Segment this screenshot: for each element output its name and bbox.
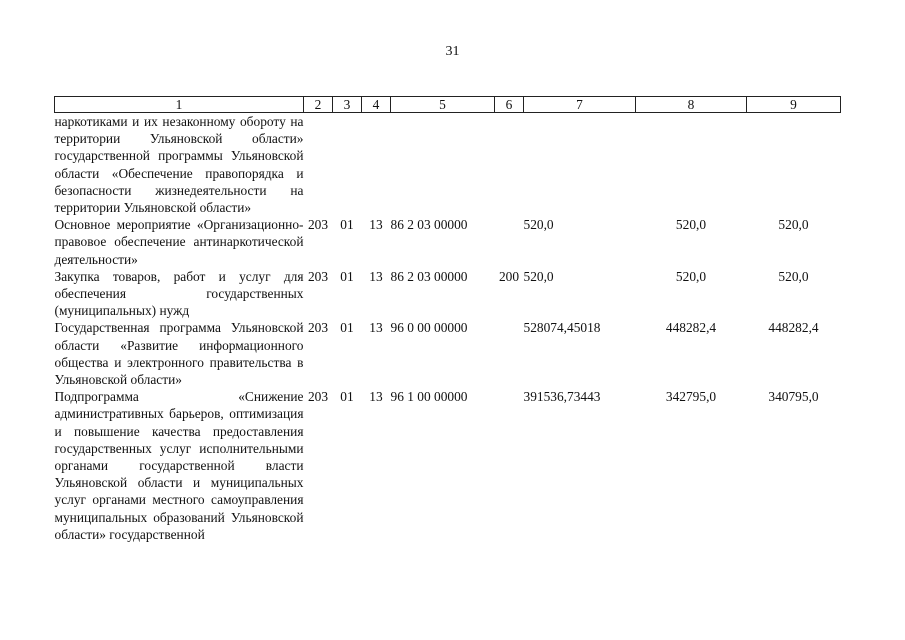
header-cell-1: 1	[55, 97, 304, 113]
row-section-code	[333, 113, 362, 217]
row-expense-type	[495, 113, 524, 217]
row-subsection-code	[362, 113, 391, 217]
budget-table	[54, 96, 841, 543]
row-amount-col9	[747, 113, 841, 217]
header-cell-7: 7	[524, 97, 636, 113]
row-amount-col7: 520,0	[523, 217, 554, 233]
row-amount-col7	[524, 113, 636, 217]
header-cell-6: 6	[495, 97, 524, 113]
header-cell-4: 4	[362, 97, 391, 113]
row-target-article: 86 2 03 00000	[390, 217, 468, 233]
row-name: Подпрограмма «Снижение административных барьеров, оптимизация и повышение качества предоставления государственных услуг исполнительными органами государственной власти Ульяновской области и муниципальных услуг органами местного самоуправления муниципальных образований Ульяновской области» государственной	[54, 389, 304, 542]
row-amount-col9: 520,0	[778, 217, 809, 233]
row-amount-col8: 520,0	[675, 268, 707, 284]
header-cell-5: 5	[391, 97, 495, 113]
table-row	[55, 319, 841, 388]
row-expense-type	[495, 388, 524, 543]
row-expense-type	[495, 216, 524, 268]
row-amount-col9: 448282,4	[768, 320, 819, 336]
row-target-article	[391, 113, 495, 217]
row-amount-col8	[636, 113, 747, 217]
row-ministry-code	[304, 113, 333, 217]
row-expense-type: 200	[498, 268, 520, 284]
row-section-code: 01	[340, 389, 354, 405]
row-ministry-code: 203	[307, 320, 329, 336]
row-section-code: 01	[340, 217, 354, 233]
row-name: Основное мероприятие «Организационно-правовое обеспечение антинаркотической деятельности»	[54, 217, 304, 267]
row-name: Закупка товаров, работ и услуг для обеспечения государственных (муниципальных) нужд	[54, 268, 304, 319]
table-row	[55, 388, 841, 543]
table-body	[55, 113, 841, 544]
row-expense-type	[495, 319, 524, 388]
row-subsection-code: 13	[369, 389, 383, 405]
row-subsection-code: 13	[369, 217, 383, 233]
row-target-article: 96 1 00 00000	[390, 389, 468, 405]
header-cell-3: 3	[333, 97, 362, 113]
row-amount-col7: 528074,45018	[523, 320, 601, 336]
header-cell-9: 9	[747, 97, 841, 113]
row-amount-col7: 520,0	[523, 268, 554, 284]
row-subsection-code: 13	[369, 268, 383, 284]
row-section-code: 01	[340, 320, 354, 336]
row-section-code: 01	[340, 268, 354, 284]
row-name: наркотиками и их незаконному обороту на территории Ульяновской области» государственной программы Ульяновской области «Обеспечение правопорядка и безопасности жизнедеятельности на территории Ульяновской области»	[54, 114, 304, 216]
header-cell-8: 8	[636, 97, 747, 113]
row-ministry-code: 203	[307, 268, 329, 284]
row-amount-col9: 340795,0	[768, 389, 819, 405]
row-amount-col8: 520,0	[675, 217, 707, 233]
row-amount-col9: 520,0	[778, 268, 809, 284]
header-row	[55, 97, 841, 113]
table-row	[55, 113, 841, 217]
row-target-article: 96 0 00 00000	[390, 320, 468, 336]
row-target-article: 86 2 03 00000	[390, 268, 468, 284]
row-ministry-code: 203	[307, 389, 329, 405]
table-row	[55, 216, 841, 268]
row-ministry-code: 203	[307, 217, 329, 233]
row-amount-col7: 391536,73443	[523, 389, 601, 405]
row-amount-col8: 342795,0	[665, 389, 717, 405]
table-row	[55, 268, 841, 320]
row-amount-col8: 448282,4	[665, 320, 717, 336]
table-header	[55, 97, 841, 113]
row-name: Государственная программа Ульяновской области «Развитие информационного общества и электронного правительства в Ульяновской области»	[54, 320, 304, 388]
page-number: 31	[445, 44, 460, 59]
row-subsection-code: 13	[369, 320, 383, 336]
header-cell-2: 2	[304, 97, 333, 113]
